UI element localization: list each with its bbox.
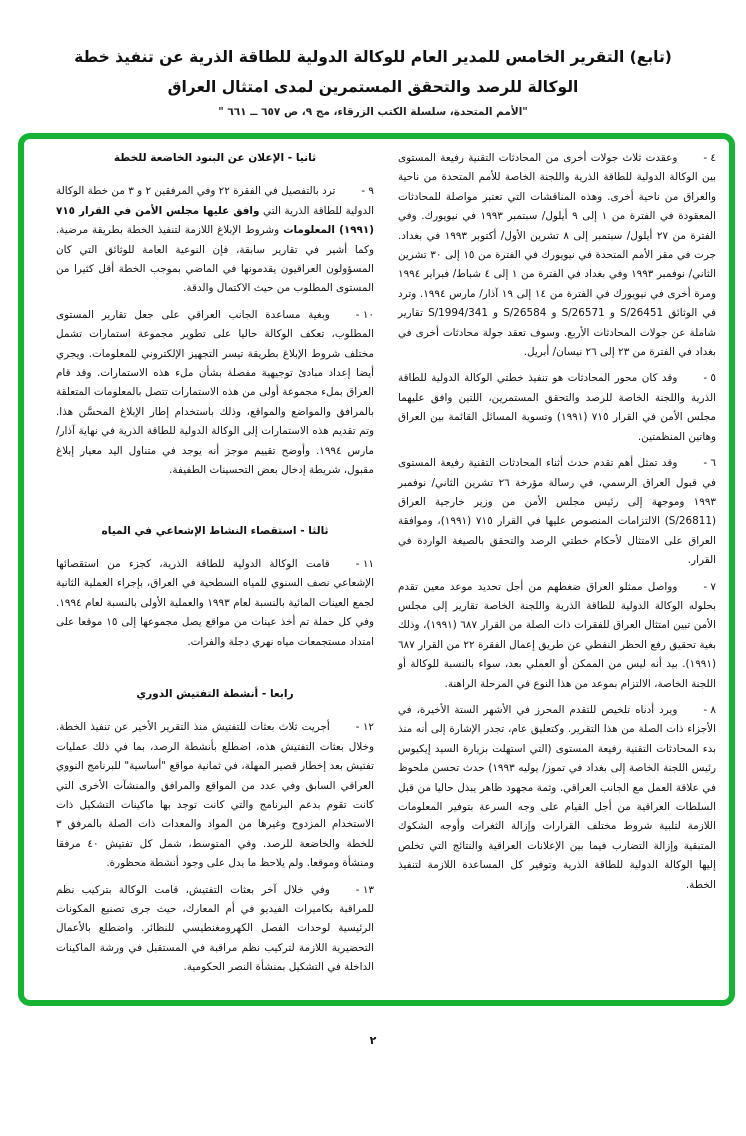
paragraph-number: ١١ - — [355, 557, 374, 570]
paragraph-4 — [398, 149, 716, 362]
paragraph-number: ١٠ - — [355, 308, 374, 321]
page-number: ٢ — [369, 1034, 377, 1047]
paragraph-text: ويرد أدناه تلخيص للتقدم المحرز في الأشهر الستة الأخيرة، في الأجزاء ذات الصلة من هذا التقرير. وكتعليق عام، تجدر الإشارة إلى أنه منذ بدء المحادثات التقنية رفيعة المستوى (التي استهلت بزيارة السيد إيكيوس رئيس اللجنة الخاصة إلى بغداد في تموز/ يوليه ١٩٩٣) حدث تحسن ملحوظ في علاقة العمل مع الجانب العراقي. وثمة مجهود ظاهر يبذل حاليا من قبل السلطات العراقية من أجل القيام على وجه السرعة بتوفير المعلومات اللازمة لتلبية شروط مختلف القرارات وإزالة الثغرات وأوجه الشكوك المتبقية وإزالة التضارب فيما بين الإعلانات العراقية والنتائج التي تخلص إليها الوكالة الدولية للطاقة الذرية وتوفير كل المساعدة اللازمة لتنفيذ الخطة. — [398, 703, 717, 891]
paragraph-text: وفي خلال آخر بعثات التفتيش، قامت الوكالة بتركيب نظم للمراقبة بكاميرات الفيديو في أم المعارك، حيث جرى تصنيع المكونات الرئيسية لوحدات الفصل الكهرومغنطيسي للنظائر. واضطلع بالأعمال التحضيرية اللازمة لتركيب نظم مراقبة في المستقبل في ورشة الماكينات الداخلة في التشكيل بمنشأة النصر الحكومية. — [56, 883, 374, 974]
paragraph-text: ترد بالتفصيل في الفقرة ٢٢ وفي المرفقين ٢ و ٣ من خطة الوكالة الدولية للطاقة الذرية التي — [56, 185, 374, 217]
paragraph-7 — [398, 578, 716, 694]
paragraph-number: ٩ - — [361, 185, 374, 198]
paragraph-number: ٤ - — [703, 152, 716, 164]
paragraph-text: وبغية مساعدة الجانب العراقي على جعل تقارير المستوى المطلوب، تعكف الوكالة حاليا على تطوير مجموعة استمارات تشمل مختلف شروط الإبلاغ بطريقة تيسر التجهيز الإلكتروني للمعلومات. ويجري أيضا إعداد مبادئ توجيهية مفصلة بشأن ملء هذه الاستمارات. وقد قام العراق بملء مجموعة أولى من هذه الاستمارات تتصل بالمعلومات المتعلقة بالمرافق والمواضع والمواقع، وذلك باستخدام إطار الإبلاغ المحسَّن هذا. وتم تقديم هذه الاستمارات إلى الوكالة الدولية للطاقة الذرية في نهاية آذار/ مارس ١٩٩٤. وأوضح تقييم موجز أنه يوجد في متناول اليد معيار إبلاغ مقبول، شريطة إدخال بعض التحسينات الطفيفة. — [56, 308, 374, 477]
paragraph-13 — [56, 881, 374, 978]
paragraph-text: قامت الوكالة الدولية للطاقة الذرية، كجزء من استقصائها الإشعاعي نصف السنوي للمياه السطحية في العراق، بإجراء العملية الثانية لجمع العينات المائية بالنسبة لعام ١٩٩٣ والعملية الأولى بالنسبة لعام ١٩٩٤. وفي كل حملة تم أخذ عينات من مواقع يصل مجموعها إلى ١٥ موقعا على امتداد مستجمعات مياه نهري دجلة والفرات. — [56, 557, 374, 648]
section-heading-water-survey: ثالثا - استقصاء النشاط الإشعاعي في المياه — [101, 524, 329, 537]
paragraph-number: ١٣ - — [355, 883, 374, 896]
paragraph-number: ١٢ - — [355, 721, 374, 734]
paragraph-bold-text: وافق عليها مجلس الأمن في القرار ٧١٥ (١٩٩١) المعلومات — [56, 204, 374, 237]
right-column — [398, 149, 716, 902]
section-spacer — [56, 488, 374, 522]
paragraph-text: وقد كان محور المحادثات هو تنفيذ خطتي الوكالة الدولية للطاقة الذرية واللجنة الخاصة للرصد والتحقق المستمرين، اللتين وافق عليهما مجلس الأمن في القرار ٧١٥ (١٩٩١) وتسوية المسائل القائمة بين العراق وهاتين المنظمتين. — [398, 372, 716, 443]
paragraph-text: وقد تمثل أهم تقدم حدث أثناء المحادثات التقنية رفيعة المستوى في قبول العراق الرسمي، في رسالة مؤرخة ٢٦ تشرين الثاني/ نوفمبر ١٩٩٣ وموجهة إلى رئيس مجلس الأمن من وزير خارجية العراق (S/26811) الالتزامات المنصوص عليها في القرار ٧١٥ (١٩٩١)، وموافقة العراق على الامتثال لأحكام خطتي الرصد والتحقق بالصيغة الواردة في القرار. — [398, 457, 717, 567]
paragraph-6 — [398, 454, 716, 570]
paragraph-number: ٧ - — [703, 580, 716, 593]
paragraph-text: أجريت ثلاث بعثات للتفتيش منذ التقرير الأخير عن تنفيذ الخطة. وخلال بعثات التفتيش هذه، اضطلع بأنشطة الرصد، بما في ذلك عمليات تفتيش بعد إخطار قصير المهلة، في ثمانية مواقع "أساسية" للبرنامج النووي العراقي السابق وفي عدد من المواقع والمرافق والمنشآت الأخرى التي كانت تقوم بدعم البرنامج والتي كانت توجد بها ماكينات التشكيل ذات الاستخدام المزدوج وغيرها من المواد والمعدات ذات الصلة بالمرفق ٣ للخطة والخاضعة للرصد. وفي المتوسط، شمل كل تفتيش ٤٠ مرفقا ومنشأة وموقعا. ولم يلاحظ ما يدل على وجود أنشطة محظورة. — [56, 721, 374, 870]
paragraph-number: ٨ - — [703, 703, 716, 716]
section-spacer — [56, 659, 374, 685]
paragraph-9 — [56, 182, 374, 298]
paragraph-10 — [56, 306, 374, 481]
paragraph-8 — [398, 701, 716, 895]
section-heading-declarations: ثانيا - الإعلان عن البنود الخاضعة للخطة — [113, 152, 317, 164]
document-header — [0, 42, 746, 122]
paragraph-text: وواصل ممثلو العراق ضغطهم من أجل تحديد موعد معين تقدم بحلوله الوكالة الدولية للطاقة الذرية واللجنة الخاصة تقارير إلى مجلس الأمن تبين امتثال العراق للفقرات ذات الصلة من القرار ٦٨٧ (١٩٩١)، وذلك بغية تحقيق رفع الحظر النفطي عن طريق إعمال الفقرة ٢٢ من القرار ٦٨٧ (١٩٩١). بيد أنه ليس من الممكن أو العملي بعد، سواء بالنسبة للوكالة أو اللجنة الخاصة، الالتزام بموعد من هذا النوع في المرحلة الراهنة. — [398, 580, 716, 690]
section-heading-inspections: رابعا - أنشطة التفتيش الدوري — [136, 687, 294, 700]
paragraph-number: ٥ - — [703, 372, 716, 385]
green-content-frame — [18, 133, 735, 1006]
paragraph-12 — [56, 718, 374, 873]
title-line-2: الوكالة للرصد والتحقق المستمرين لمدى امتثال العراق — [167, 78, 579, 96]
paragraph-text: وعقدت ثلاث جولات أخرى من المحادثات التقنية رفيعة المستوى بين الوكالة الدولية للطاقة الذرية واللجنة الخاصة للأمم المتحدة من ناحية والعراق من ناحية أخرى. وهذه المناقشات التي تعتبر مواصلة للمحادثات المعقودة في الفترة من ١ إلى ٩ أيلول/ سبتمبر ١٩٩٣ في نيويورك. وفي الفترة من ٢٧ أيلول/ سبتمبر إلى ٨ تشرين الأول/ أكتوبر ١٩٩٣ في بغداد. جرت في مقر الأمم المتحدة في نيويورك في الفترة من ١٥ إلى ٣٠ تشرين الثاني/ نوفمبر ١٩٩٣ وفي بغداد في الفترة من ١ إلى ٤ شباط/ فبراير ١٩٩٤ ومرة أخرى في نيويورك في الفترة من ١٤ إلى ١٩ آذار/ مارس ١٩٩٤. وترد في الوثائق S/26451 و S/26571 و S/26584 و S/1994/341 تقارير شاملة عن جولات المحادثات الأربع. وسوف تعقد جولة محادثات أخرى في بغداد في الفترة من ٢٣ إلى ٢٦ نيسان/ أبريل. — [398, 152, 717, 359]
left-column — [56, 149, 374, 985]
paragraph-text: وشروط الإبلاغ اللازمة لتنفيذ الخطة بطريقة مرضية. وكما أشير في تقارير سابقة، فإن النوعية العامة للوثائق التي كان المسؤولون العراقيون يقدمونها في الماضي بموجب الخطة أقل كثيرا من المستوى المطلوب من حيث الاكتمال والدقة. — [56, 224, 374, 295]
source-citation: "الأمم المتحدة، سلسلة الكتب الزرقاء، مج ٩، ص ٦٥٧ ــ ٦٦١ " — [218, 106, 528, 118]
paragraph-number: ٦ - — [703, 457, 716, 470]
paragraph-5 — [398, 369, 716, 447]
paragraph-11 — [56, 555, 374, 652]
title-line-1: (تابع) التقرير الخامس للمدير العام للوكالة الدولية للطاقة الذرية عن تنفيذ خطة — [74, 48, 672, 66]
